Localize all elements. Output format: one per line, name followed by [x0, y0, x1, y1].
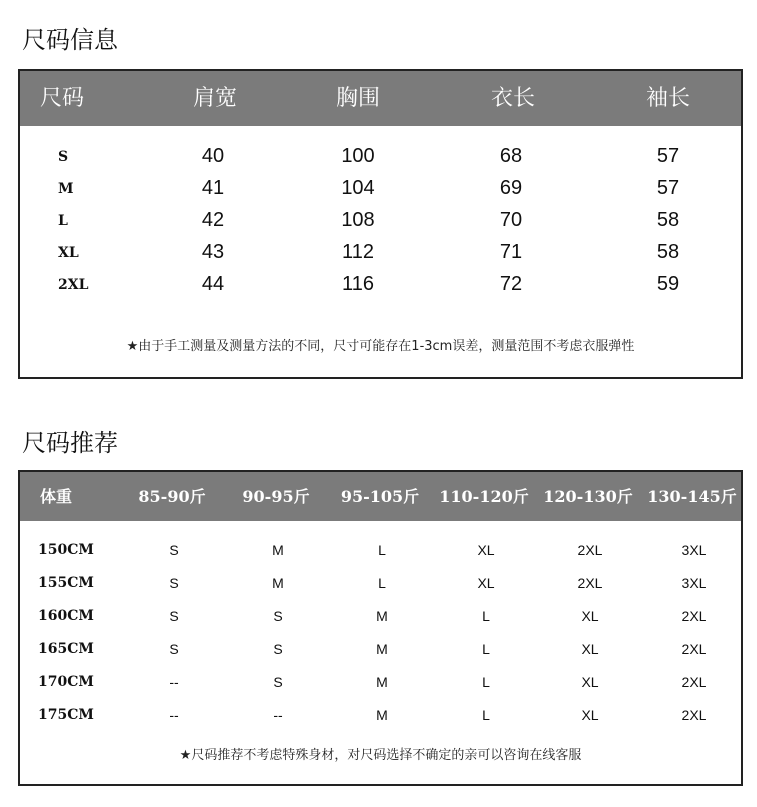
recommended-size: 2XL [681, 641, 707, 657]
size-value: 68 [499, 145, 523, 167]
recommended-size: S [169, 575, 179, 591]
size-value: 100 [341, 145, 375, 167]
recommended-size: L [482, 608, 490, 624]
height-label: 150CM [38, 542, 94, 558]
header-size: 尺码 [40, 86, 85, 111]
recommended-size: XL [581, 674, 599, 690]
size-value: 108 [341, 209, 375, 231]
height-label: 155CM [38, 575, 94, 591]
size-value: 59 [656, 273, 680, 295]
recommended-size: S [169, 542, 179, 558]
size-info-note: ★由于手工测量及测量方法的不同，尺寸可能存在1-3cm误差，测量范围不考虑衣服弹性 [126, 339, 635, 354]
size-value: 116 [342, 273, 374, 295]
recommended-size: -- [273, 707, 283, 723]
recommended-size: S [273, 674, 283, 690]
recommended-size: L [482, 707, 490, 723]
size-value: 41 [201, 177, 225, 199]
recommended-size: M [376, 641, 388, 657]
header-shoulder: 肩宽 [192, 86, 238, 111]
recommended-size: L [378, 575, 386, 591]
size-recommend-header-row [20, 472, 741, 521]
recommended-size: M [376, 608, 388, 624]
recommended-size: M [272, 542, 284, 558]
recommended-size: 2XL [681, 608, 707, 624]
size-value: 43 [201, 241, 225, 263]
size-value: 112 [342, 241, 374, 263]
height-label: 170CM [38, 674, 94, 690]
size-recommend-table [18, 470, 743, 786]
size-value: 42 [201, 209, 225, 231]
header-sleeve: 袖长 [645, 86, 691, 111]
size-recommend-title: 尺码推荐 [22, 429, 118, 457]
header-weight-range: 90-95斤 [242, 487, 310, 506]
recommended-size: -- [169, 707, 179, 723]
recommended-size: S [169, 608, 179, 624]
header-weight-range: 110-120斤 [439, 487, 529, 506]
recommended-size: S [273, 641, 283, 657]
size-label: M [58, 181, 74, 197]
size-label: XL [58, 245, 79, 261]
recommended-size: L [482, 641, 490, 657]
recommended-size: 2XL [681, 674, 707, 690]
size-value: 40 [201, 145, 225, 167]
size-label: S [58, 149, 69, 165]
recommended-size: 2XL [681, 707, 707, 723]
size-value: 69 [499, 177, 523, 199]
size-value: 71 [499, 241, 523, 263]
size-value: 57 [656, 145, 680, 167]
recommended-size: 3XL [681, 575, 707, 591]
header-chest: 胸围 [335, 86, 381, 111]
recommended-size: M [272, 575, 284, 591]
recommended-size: 2XL [577, 542, 603, 558]
recommended-size: M [376, 674, 388, 690]
size-value: 70 [499, 209, 523, 231]
recommended-size: S [273, 608, 283, 624]
recommended-size: XL [581, 641, 599, 657]
size-value: 72 [499, 273, 523, 295]
recommended-size: XL [477, 542, 495, 558]
recommended-size: L [482, 674, 490, 690]
size-info-table [18, 69, 743, 379]
header-weight-range: 95-105斤 [340, 487, 420, 506]
size-label: 2XL [58, 277, 89, 293]
height-label: 165CM [38, 641, 94, 657]
header-weight-range: 120-130斤 [543, 487, 633, 506]
recommended-size: L [378, 542, 386, 558]
size-value: 44 [201, 273, 225, 295]
recommended-size: M [376, 707, 388, 723]
recommended-size: XL [581, 608, 599, 624]
size-value: 58 [656, 241, 680, 263]
header-length: 衣长 [490, 86, 536, 111]
recommended-size: -- [169, 674, 179, 690]
recommended-size: XL [477, 575, 495, 591]
recommended-size: 3XL [681, 542, 707, 558]
size-value: 58 [656, 209, 680, 231]
header-weight-range: 85-90斤 [138, 487, 206, 506]
size-info-title: 尺码信息 [22, 26, 118, 54]
recommended-size: XL [581, 707, 599, 723]
size-info-header-row [20, 71, 741, 126]
size-recommend-note: ★尺码推荐不考虑特殊身材，对尺码选择不确定的亲可以咨询在线客服 [179, 748, 582, 763]
height-label: 175CM [38, 707, 94, 723]
header-weight-range: 130-145斤 [647, 487, 737, 506]
size-value: 57 [656, 177, 680, 199]
size-value: 104 [341, 177, 375, 199]
size-label: L [58, 213, 68, 229]
header-weight: 体重 [40, 487, 73, 506]
recommended-size: 2XL [577, 575, 603, 591]
height-label: 160CM [38, 608, 94, 624]
recommended-size: S [169, 641, 179, 657]
